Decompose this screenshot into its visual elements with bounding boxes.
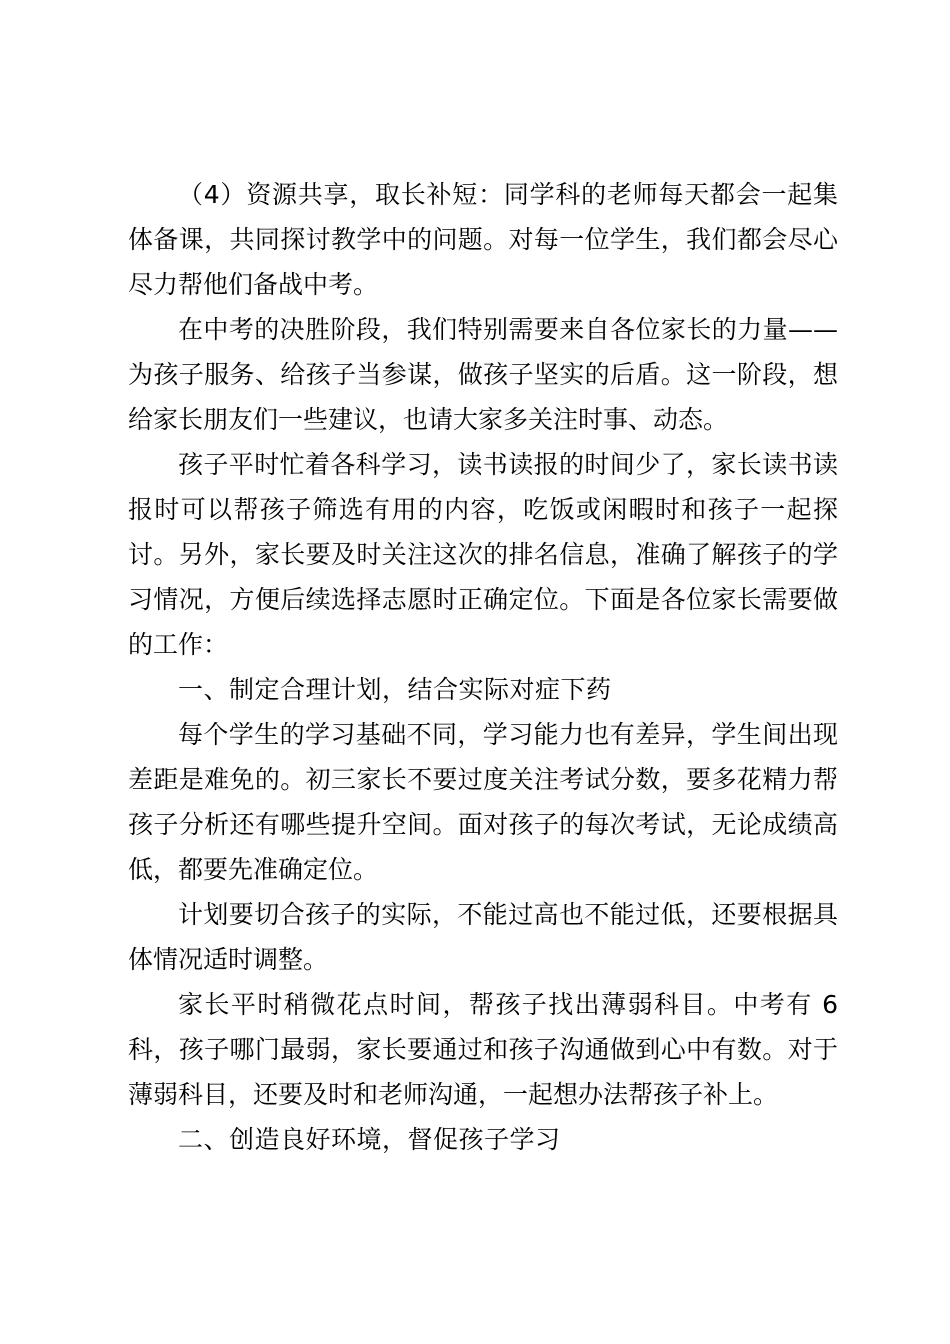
paragraph-realistic-plan: 计划要切合孩子的实际，不能过高也不能过低，还要根据具体情况适时调整。	[128, 900, 838, 974]
paragraph-reading-advice: 孩子平时忙着各科学习，读书读报的时间少了，家长读书读报时可以帮孩子筛选有用的内容，吃饭或闲暇时和孩子一起探讨。另外，家长要及时关注这次的排名信息，准确了解孩子的学习情况，方便后续选择志愿时正确定位。下面是各位家长需要做的工作：	[128, 450, 838, 659]
document-body	[128, 172, 838, 1162]
section-heading-plan: 一、制定合理计划，结合实际对症下药	[178, 675, 612, 704]
paragraph-learning-differences: 每个学生的学习基础不同，学习能力也有差异，学生间出现差距是难免的。初三家长不要过度关注考试分数，要多花精力帮孩子分析还有哪些提升空间。面对孩子的每次考试，无论成绩高低，都要先准确定位。	[128, 720, 838, 884]
paragraph-weak-subjects: 家长平时稍微花点时间，帮孩子找出薄弱科目。中考有 6 科，孩子哪门最弱，家长要通过和孩子沟通做到心中有数。对于薄弱科目，还要及时和老师沟通，一起想办法帮孩子补上。	[128, 990, 838, 1109]
paragraph-parent-support: 在中考的决胜阶段，我们特别需要来自各位家长的力量——为孩子服务、给孩子当参谋，做孩子坚实的后盾。这一阶段，想给家长朋友们一些建议，也请大家多关注时事、动态。	[128, 315, 838, 434]
section-heading-environment: 二、创造良好环境，督促孩子学习	[178, 1125, 561, 1154]
paragraph-resource-sharing: （4）资源共享，取长补短：同学科的老师每天都会一起集体备课，共同探讨教学中的问题。对每一位学生，我们都会尽心尽力帮他们备战中考。	[128, 180, 838, 299]
